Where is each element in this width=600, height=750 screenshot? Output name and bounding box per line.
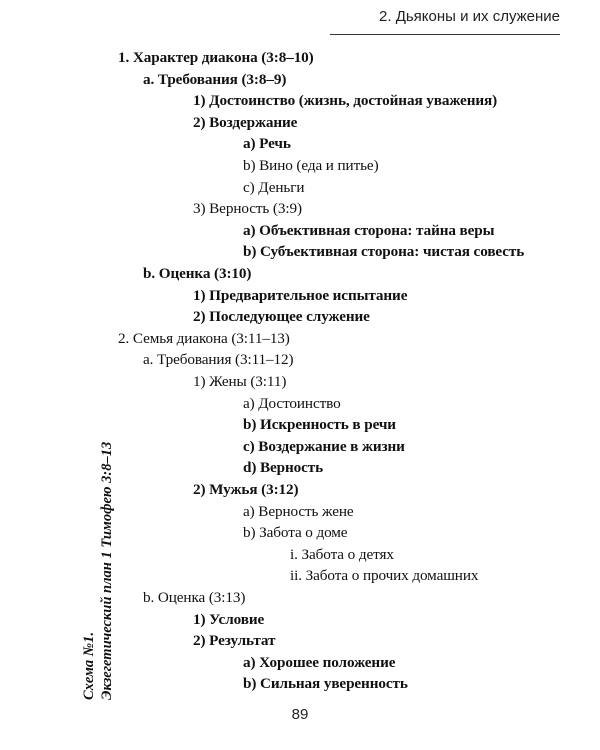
header-rule — [330, 34, 560, 35]
outline-item: b. Оценка (3:10) — [143, 265, 252, 282]
outline-item: 2) Воздержание — [193, 113, 298, 131]
outline-item: a. Требования (3:8–9) — [143, 70, 287, 88]
outline-item: a. Требования (3:11–12) — [143, 351, 294, 369]
outline-item: b) Субъективная сторона: чистая совесть — [243, 243, 525, 261]
outline-item: 2) Последующее служение — [193, 308, 370, 326]
page-number: 89 — [291, 706, 309, 723]
side-caption — [80, 390, 116, 700]
outline-item: a) Верность жене — [243, 502, 354, 520]
outline-item: 1) Жены (3:11) — [193, 373, 287, 390]
outline-item: 1) Достоинство (жизнь, достойная уважения) — [193, 92, 498, 110]
outline-item: 2) Результат — [193, 632, 276, 650]
outline-item: b) Забота о доме — [243, 524, 348, 542]
outline-item: 1) Предварительное испытание — [193, 286, 408, 304]
outline-item: 2) Мужья (3:12) — [193, 481, 299, 498]
running-header: 2. Дьяконы и их служение — [379, 8, 560, 25]
side-caption-title: Схема №1. — [81, 632, 97, 700]
outline-item: d) Верность — [243, 459, 324, 477]
outline-item: b. Оценка (3:13) — [143, 589, 246, 606]
side-caption-subtitle: Экзегетический план 1 Тимофею 3:8–13 — [99, 441, 115, 700]
outline-item: a) Речь — [243, 135, 291, 153]
outline-item: b) Сильная уверенность — [243, 675, 408, 693]
outline-item: c) Деньги — [243, 178, 305, 196]
outline-item: a) Хорошее положение — [243, 653, 396, 671]
outline-item: 2. Семья диакона (3:11–13) — [118, 329, 290, 347]
outline-item: a) Объективная сторона: тайна веры — [243, 221, 495, 239]
outline-item: b) Вино (еда и питье) — [243, 157, 379, 174]
outline-item: b) Искренность в речи — [243, 416, 396, 434]
outline-item: ii. Забота о прочих домашних — [290, 567, 479, 585]
outline-item: 3) Верность (3:9) — [193, 200, 302, 218]
outline-item: a) Достоинство — [243, 394, 341, 412]
outline-item: 1. Характер диакона (3:8–10) — [118, 49, 314, 66]
outline-item: 1) Условие — [193, 610, 265, 628]
outline-item: c) Воздержание в жизни — [243, 437, 405, 455]
outline-item: i. Забота о детях — [290, 545, 394, 563]
